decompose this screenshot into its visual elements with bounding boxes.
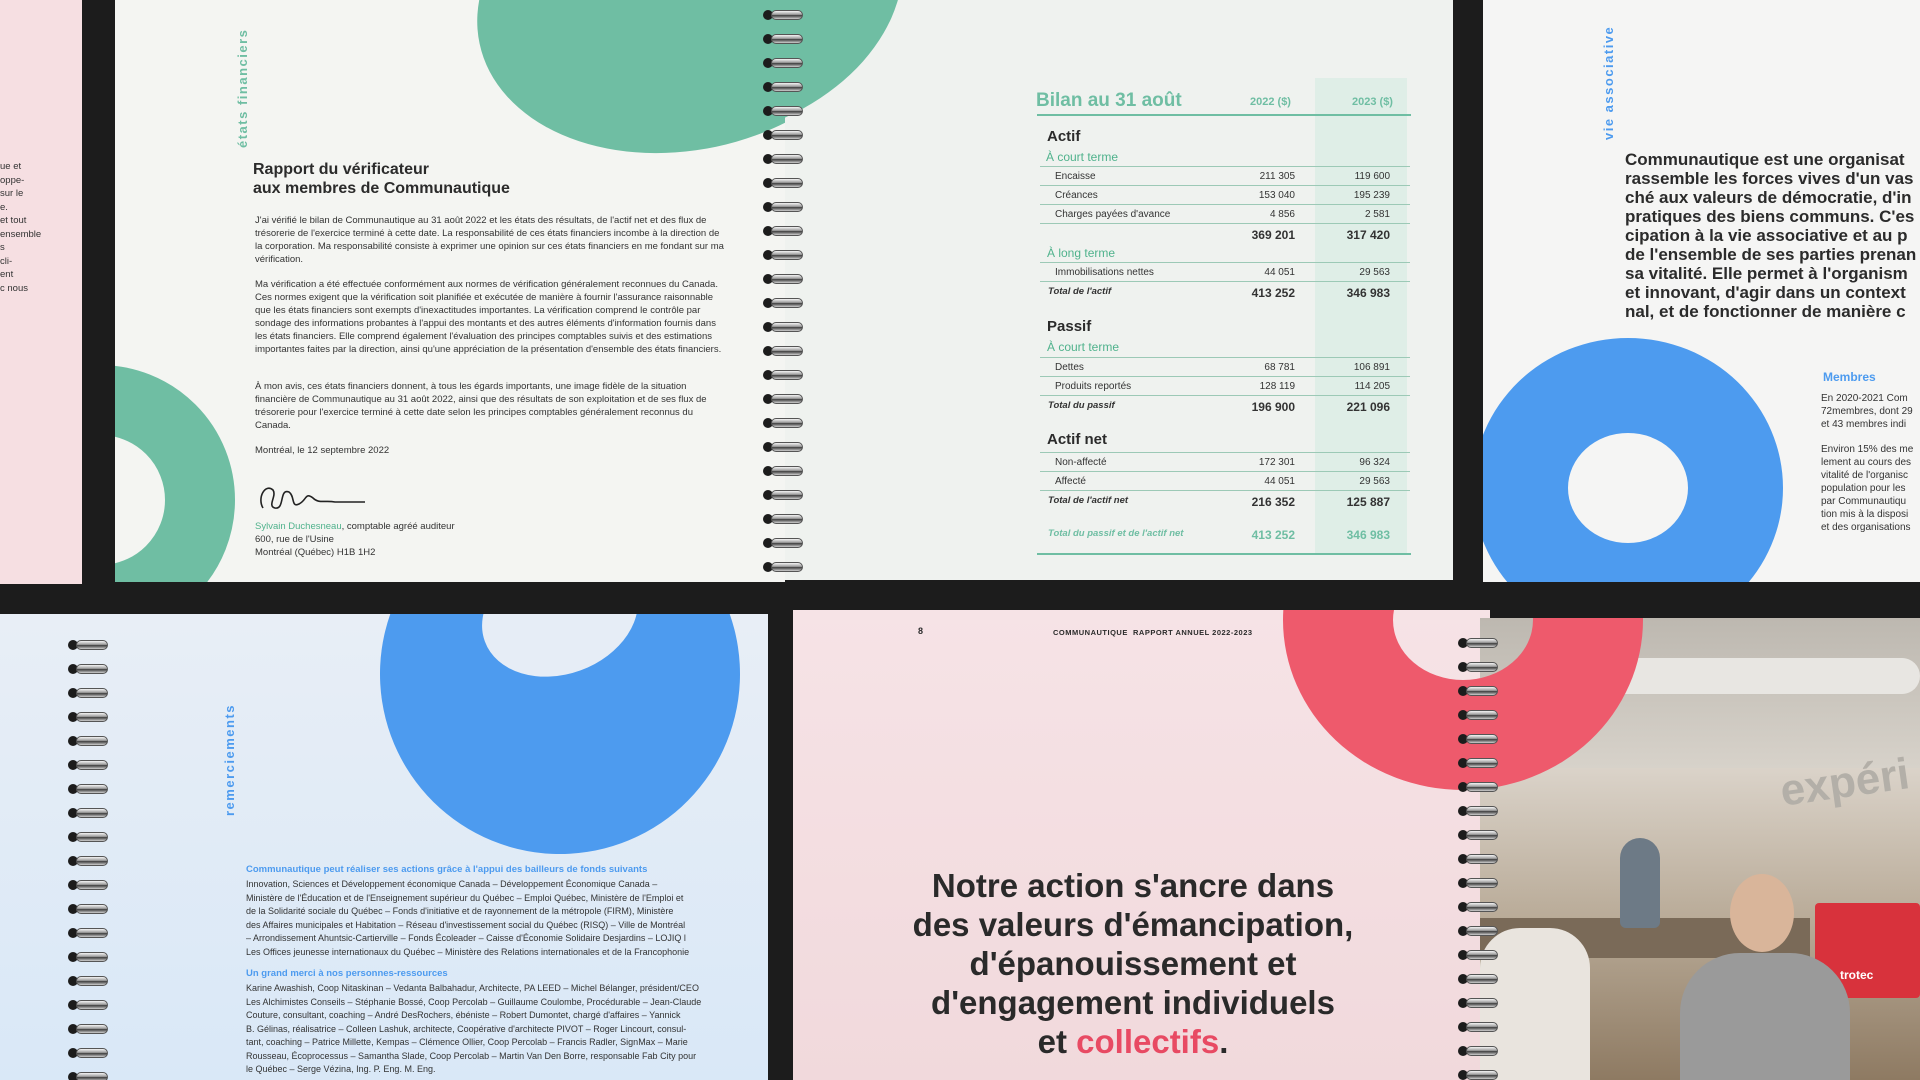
vie-text-line: ché aux valeurs de démocratie, d'in — [1625, 188, 1912, 207]
section-actif: Actif — [1047, 128, 1081, 145]
photo-person-head — [1730, 874, 1794, 952]
row-value-2023: 29 563 — [1359, 267, 1390, 278]
row-produits — [1040, 377, 1410, 396]
spiral-ring — [68, 854, 112, 868]
spiral-ring — [1458, 636, 1502, 650]
row-non-affecte — [1040, 453, 1410, 472]
funders-line: – Arrondissement Ahuntsic-Cartierville – Fonds Écoleader – Caisse d'Économie Solidaire Desjardins – LOJIQ l — [246, 933, 686, 943]
spiral-ring — [763, 104, 807, 118]
vie-text-line: cipation à la vie associative et au p — [1625, 226, 1908, 245]
members-title: Membres — [1823, 370, 1876, 384]
quote-period: . — [1219, 1023, 1229, 1060]
row-value-2022: 413 252 — [1251, 528, 1295, 542]
members-line: et 43 membres indi — [1821, 419, 1907, 430]
row-value-2023: 125 887 — [1346, 495, 1390, 509]
spiral-ring — [68, 926, 112, 940]
funders-heading: Communautique peut réaliser ses actions grâce à l'appui des bailleurs de fonds suivants — [246, 864, 648, 875]
row-value-2022: 216 352 — [1251, 495, 1295, 509]
spiral-ring — [763, 224, 807, 238]
funders-line: Les Offices jeunesse internationaux du Québec – Ministère des Relations internationales et de la Francophonie — [246, 946, 690, 957]
col-2023: 2023 ($) — [1352, 96, 1393, 108]
page1-text-line: c nous — [0, 282, 28, 294]
members-line: vitalité de l'organisc — [1821, 470, 1908, 481]
quote-et: et — [1037, 1023, 1077, 1060]
vertical-title-vie: vie associative — [1601, 25, 1616, 140]
spiral-ring — [763, 368, 807, 382]
row-label: Encaisse — [1055, 171, 1096, 182]
spiral-ring — [68, 902, 112, 916]
report-title-line1: Rapport du vérificateur — [253, 161, 430, 178]
page-quote — [793, 610, 1490, 1080]
resources-line: le Québec – Serge Vézina, Ing. P. Eng. M. Eng. — [246, 1064, 436, 1074]
spiral-ring — [1458, 804, 1502, 818]
sub-long-terme: À long terme — [1047, 246, 1116, 260]
vie-text-line: et innovant, d'agir dans un context — [1625, 283, 1906, 302]
report-para2: Ma vérification a été effectuée conformément aux normes de vérification généralement reconnues du Canada. Ces normes exigent que la vérification soit planifiée et exécutée de manière à fournir l'assurance raisonnable que les états financiers sont exempts d'inexactitudes importantes. La vérification comprend le contrôle par sondage des informations probantes à l'appui des montants et des autres éléments d'information fournis dans les états financiers. Elle comprend également l'évaluation des principes comptables suivis et des estimations importantes faites par la direction, ainsi qu'une appréciation de la présentation d'ensemble des états financiers. — [255, 279, 722, 355]
members-line: Environ 15% des me — [1821, 444, 1914, 455]
vie-text-line: pratiques des biens communs. C'es — [1625, 207, 1915, 226]
page1-text-line: s — [0, 242, 5, 253]
spiral-ring — [1458, 708, 1502, 722]
spiral-ring — [68, 998, 112, 1012]
row-value-2022: 211 305 — [1259, 171, 1295, 182]
page1-text-line: et tout — [0, 215, 27, 226]
sub-court-terme: À court terme — [1046, 150, 1119, 164]
funders-line: Innovation, Sciences et Développement économique Canada – Développement Économique Canada – — [246, 879, 658, 889]
spiral-ring — [763, 152, 807, 166]
spiral-ring — [1458, 684, 1502, 698]
members-line: par Communautiqu — [1821, 496, 1907, 507]
row-value-2022: 369 201 — [1251, 228, 1295, 242]
page-remerciements — [0, 614, 768, 1080]
spiral-ring — [763, 560, 807, 574]
vertical-title-etats: états financiers — [235, 28, 250, 148]
spiral-ring — [763, 488, 807, 502]
section-passif: Passif — [1047, 318, 1092, 335]
balance-title: Bilan au 31 août — [1036, 90, 1182, 111]
row-label: Total du passif et de l'actif net — [1048, 528, 1184, 539]
page-vie-associative — [1483, 0, 1920, 582]
vie-big-text — [1625, 150, 1920, 321]
blue-ring — [1483, 338, 1783, 582]
row-value-2022: 413 252 — [1251, 286, 1295, 300]
row-value-2023: 346 983 — [1346, 528, 1390, 542]
photo-person-body — [1680, 953, 1850, 1080]
page1-text-line: ue et — [0, 161, 22, 172]
row-total-actif-net — [1040, 491, 1410, 510]
row-value-2023: 119 600 — [1354, 171, 1390, 182]
spiral-ring — [68, 950, 112, 964]
spiral-ring — [763, 344, 807, 358]
row-value-2023: 346 983 — [1346, 286, 1390, 300]
row-label: Non-affecté — [1055, 457, 1107, 468]
sub-court-terme-passif: À court terme — [1047, 340, 1120, 354]
spiral-ring — [1458, 1044, 1502, 1058]
quote-text — [863, 866, 1403, 1061]
spiral-ring — [763, 392, 807, 406]
spiral-ring — [68, 734, 112, 748]
spiral-ring — [68, 1046, 112, 1060]
vie-text-line: Communautique est une organisat — [1625, 150, 1905, 169]
spiral-ring — [763, 536, 807, 550]
members-line: et des organisations — [1821, 522, 1911, 533]
spiral-ring — [1458, 948, 1502, 962]
rule-bottom — [1037, 553, 1411, 555]
members-line: population pour les — [1821, 483, 1906, 494]
spiral-ring — [1458, 852, 1502, 866]
row-value-2023: 29 563 — [1359, 476, 1390, 487]
row-value-2023: 221 096 — [1346, 400, 1390, 414]
spiral-ring — [763, 464, 807, 478]
page1-text-line: cli- — [0, 255, 13, 267]
resources-line: Rousseau, Écoprocessus – Samantha Slade, Coop Percolab – Martin Van Den Borre, responsable Fab City pour — [246, 1050, 697, 1061]
spiral-ring — [68, 1022, 112, 1036]
row-label: Charges payées d'avance — [1055, 209, 1171, 220]
page1-text-line: oppe- — [0, 174, 25, 186]
spiral-ring — [1458, 924, 1502, 938]
spiral-binding-bottom-left — [68, 630, 112, 1080]
row-value-2022: 44 051 — [1264, 267, 1295, 278]
members-text1 — [1821, 392, 1920, 431]
page1-text-line: e. — [0, 201, 8, 213]
quote-line1: Notre action s'ancre dans — [931, 867, 1335, 904]
spiral-ring — [68, 662, 112, 676]
spiral-ring — [763, 416, 807, 430]
spiral-ring — [1458, 1068, 1502, 1080]
spiral-ring — [1458, 732, 1502, 746]
spiral-ring — [763, 80, 807, 94]
spiral-ring — [1458, 1020, 1502, 1034]
spiral-ring — [763, 272, 807, 286]
photo-person-standing — [1620, 838, 1660, 928]
signer-name: Sylvain Duchesneau — [255, 521, 342, 532]
spiral-ring — [68, 782, 112, 796]
page1-text-line: ensemble — [0, 228, 42, 240]
row-subtotal-ct — [1040, 224, 1410, 243]
photo-duct — [1600, 658, 1920, 694]
row-value-2023: 2 581 — [1364, 209, 1390, 220]
spiral-ring — [68, 806, 112, 820]
spiral-ring — [68, 686, 112, 700]
resources-heading: Un grand merci à nos personnes-ressources — [246, 968, 448, 979]
resources-line: Les Alchimistes Conseils – Stéphanie Bossé, Coop Percolab – Guillaume Coulombe, Procédurable – Jean-Claude — [246, 996, 702, 1007]
row-value-2022: 4 856 — [1269, 209, 1295, 220]
spiral-ring — [763, 440, 807, 454]
vie-text-line: sa vitalité. Elle permet à l'organism — [1625, 264, 1908, 283]
row-total-general — [1040, 524, 1410, 543]
spiral-ring — [1458, 660, 1502, 674]
spiral-ring — [763, 320, 807, 334]
row-value-2022: 196 900 — [1251, 400, 1295, 414]
spiral-ring — [1458, 876, 1502, 890]
spiral-ring — [763, 32, 807, 46]
spiral-ring — [1458, 972, 1502, 986]
spiral-ring — [68, 758, 112, 772]
row-value-2022: 153 040 — [1258, 190, 1295, 201]
spiral-ring — [763, 56, 807, 70]
spiral-binding-top — [763, 0, 807, 580]
spiral-ring — [763, 200, 807, 214]
members-line: tion mis à la disposi — [1821, 509, 1909, 520]
row-value-2023: 106 891 — [1353, 362, 1390, 373]
members-line: lement au cours des — [1821, 457, 1912, 468]
row-value-2022: 172 301 — [1258, 457, 1295, 468]
row-label: Produits reportés — [1055, 381, 1132, 392]
report-para3: À mon avis, ces états financiers donnent, à tous les égards importants, une image fidèle de la situation financière de Communautique au 31 août 2022, ainsi que des résultats de son exploitation et de ses flux de trésorerie pour l'exercice terminé à cette date selon les principes comptables généralement reconnus du Canada. — [255, 381, 707, 431]
row-label: Dettes — [1055, 362, 1084, 373]
row-creances — [1040, 186, 1410, 205]
members-line: 72membres, dont 29 — [1821, 406, 1913, 417]
spiral-ring — [763, 128, 807, 142]
spiral-ring — [1458, 756, 1502, 770]
address-line1: 600, rue de l'Usine — [255, 534, 334, 545]
vertical-title-remerciements: remerciements — [222, 704, 237, 816]
quote-accent: collectifs — [1076, 1023, 1220, 1060]
page1-text-line: ent — [0, 269, 14, 280]
report-title-line2: aux membres de Communautique — [253, 180, 510, 197]
quote-line2: des valeurs d'émancipation, — [912, 906, 1354, 943]
spiral-ring — [763, 296, 807, 310]
row-affecte — [1040, 472, 1410, 491]
page1-text-line: sur le — [0, 188, 24, 199]
row-label: Affecté — [1055, 476, 1086, 487]
row-value-2022: 68 781 — [1264, 362, 1295, 373]
photo-wall-text: expéri — [1777, 749, 1913, 816]
signer-block — [255, 520, 455, 559]
report-para1: J'ai vérifié le bilan de Communautique au 31 août 2022 et les états des résultats, de l'actif net et des flux de trésorerie de l'exercice terminé à cette date. La responsabilité de ces états financiers incombe à la direction de la corporation. Ma responsabilité consiste à exprimer une opinion sur ces états financiers en me fondant sur ma vérification. — [255, 215, 724, 265]
spiral-ring — [1458, 996, 1502, 1010]
row-value-2023: 195 239 — [1353, 190, 1390, 201]
spiral-ring — [763, 176, 807, 190]
members-text2 — [1821, 443, 1920, 534]
vie-text-line: rassemble les forces vives d'un vas — [1625, 169, 1914, 188]
row-value-2023: 96 324 — [1359, 457, 1390, 468]
resources-line: B. Gélinas, réalisatrice – Colleen Lashuk, architecte, Coopérative d'architecte PIVOT – Roger Lincourt, consul- — [246, 1023, 687, 1034]
signature — [255, 478, 375, 518]
resources-line: Karine Awashish, Coop Nitaskinan – Vedanta Balbahadur, Architecte, PA LEED – Michel Bélanger, président/CEO — [246, 983, 699, 993]
spiral-ring — [763, 512, 807, 526]
spiral-ring — [68, 878, 112, 892]
page1-text — [0, 160, 80, 295]
col-2022: 2022 ($) — [1250, 96, 1291, 108]
header-report: RAPPORT ANNUEL 2022-2023 — [1133, 628, 1253, 637]
spiral-ring — [68, 710, 112, 724]
row-label: Total de l'actif net — [1048, 495, 1129, 506]
page-pink-left — [0, 0, 82, 584]
report-place-date: Montréal, le 12 septembre 2022 — [255, 445, 390, 456]
spiral-ring — [763, 8, 807, 22]
spiral-binding-bottom-right — [1458, 628, 1502, 1080]
funders-line: de la Solidarité sociale du Québec – Fonds d'initiative et de rayonnement de la métropole (FIRM), Ministère — [246, 906, 674, 916]
resources-line: tant, coaching – Patrice Millette, Kempas – Clémence Ollier, Coop Percolab – Francis Radler, SignMax – Marie — [246, 1037, 688, 1047]
row-value-2022: 44 051 — [1264, 476, 1295, 487]
quote-line3: d'épanouissement et — [969, 945, 1297, 982]
photo-fablab — [1480, 618, 1920, 1080]
row-value-2023: 317 420 — [1346, 228, 1390, 242]
row-total-passif — [1040, 396, 1410, 415]
balance-title-rule — [1037, 114, 1411, 116]
funders-line: des Affaires municipales et Habitation – Réseau d'investissement social du Québec (RISQ) – Ville de Montréal — [246, 919, 686, 930]
quote-line4: d'engagement individuels — [931, 984, 1335, 1021]
section-actif-net: Actif net — [1047, 431, 1107, 448]
vie-text-line: nal, et de fonctionner de manière c — [1625, 302, 1906, 321]
row-value-2023: 114 205 — [1354, 381, 1390, 392]
row-total-actif — [1040, 282, 1410, 301]
green-ring-bottom — [115, 365, 235, 582]
row-charges — [1040, 205, 1410, 224]
row-label: Créances — [1055, 190, 1098, 201]
spiral-ring — [1458, 780, 1502, 794]
resources-line: Couture, consultant, coaching – André DesRochers, ébéniste – Robert Dumontet, chargé d'affaires – Yannick — [246, 1010, 681, 1020]
row-immob — [1040, 263, 1410, 282]
row-value-2022: 128 119 — [1259, 381, 1295, 392]
header-org: COMMUNAUTIQUE — [1053, 628, 1128, 637]
resources-list — [246, 982, 766, 1077]
spiral-ring — [1458, 828, 1502, 842]
funders-line: Ministère de l'Éducation et de l'Enseignement supérieur du Québec – Emploi Québec, Ministère de l'Emploi et — [246, 892, 684, 903]
vie-text-line: de l'ensemble de ses parties prenan — [1625, 245, 1917, 264]
funders-list — [246, 878, 766, 959]
spiral-ring — [1458, 900, 1502, 914]
spiral-ring — [68, 638, 112, 652]
row-label: Total de l'actif — [1048, 286, 1112, 297]
row-encaisse — [1040, 167, 1410, 186]
signer-role: , comptable agréé auditeur — [341, 521, 455, 532]
row-dettes — [1040, 358, 1410, 377]
row-label: Total du passif — [1048, 400, 1115, 411]
spiral-ring — [763, 248, 807, 262]
page-auditor-report — [115, 0, 785, 582]
page-number: 8 — [918, 626, 924, 636]
members-line: En 2020-2021 Com — [1821, 393, 1908, 404]
row-label: Immobilisations nettes — [1055, 267, 1154, 278]
photo-machine-brand: trotec — [1840, 968, 1874, 982]
green-blob-top-right — [785, 0, 933, 180]
report-title — [253, 160, 510, 198]
spiral-ring — [68, 1070, 112, 1080]
spiral-ring — [68, 974, 112, 988]
spiral-ring — [68, 830, 112, 844]
address-line2: Montréal (Québec) H1B 1H2 — [255, 547, 376, 558]
